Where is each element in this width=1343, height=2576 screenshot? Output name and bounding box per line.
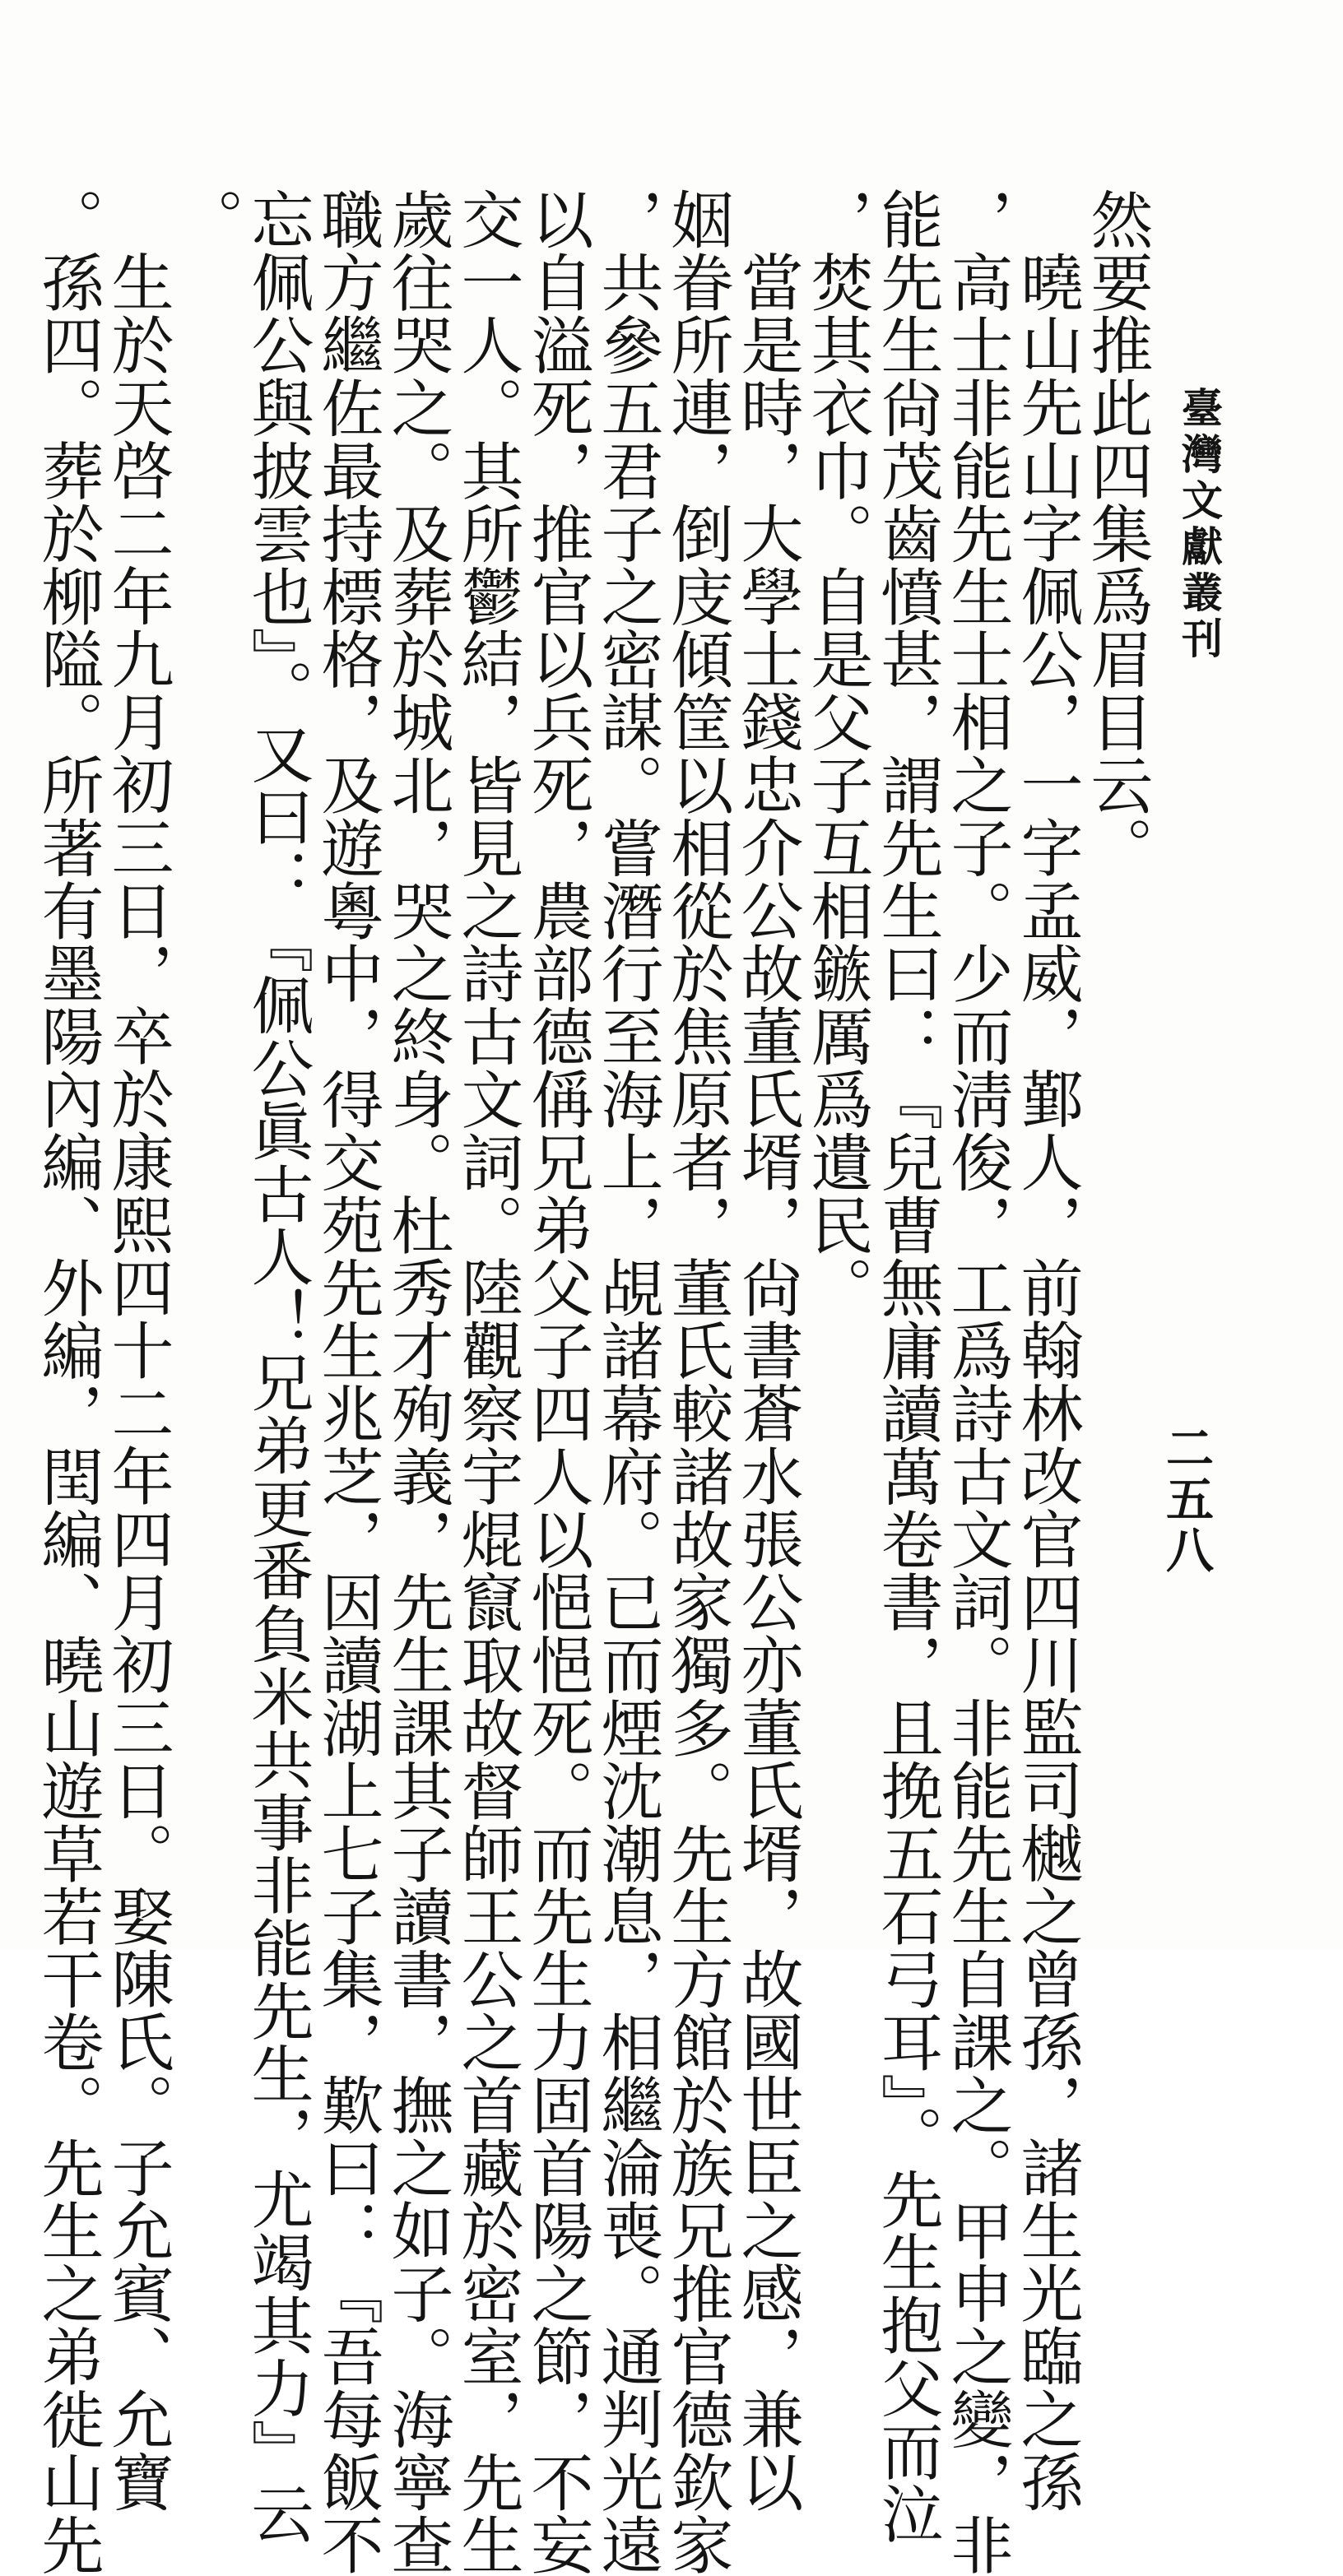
text-column: 。孫四。葬於柳隘。所著有墨陽內編、外編，閏編、曉山遊草若干卷。先生之弟徙山先	[31, 188, 105, 2576]
text-column: 當是時，大學士錢忠介公故董氏壻，尙書蒼水張公亦董氏壻，故國世臣之感，兼以	[731, 250, 804, 2513]
text-column: 姻眷所連，倒庋傾筐以相從於焦原者，董氏較諸故家獨多。先生方館於族兄推官德欽家	[661, 188, 734, 2576]
text-column: ，焚其衣巾。自是父子互相鏃厲爲遺民。	[801, 188, 874, 1320]
text-column: 職方繼佐最持標格，及遊粵中，得交苑先生兆芝，因讀湖上七子集，歎曰：『吾每飯不	[311, 188, 384, 2576]
text-column: 以自溢死，推官以兵死，農部德偁兄弟父子四人以悒悒死。而先生力固首陽之節，不妄	[521, 188, 594, 2576]
running-title: 臺灣文獻叢刊	[1175, 387, 1224, 663]
text-column: 然要推此四集爲眉目云。	[1080, 188, 1154, 880]
text-column: 生於天啓二年九月初三日，卒於康熙四十二年四月初三日。娶陳氏。子允賓、允寶	[101, 250, 174, 2513]
text-column: ，共參五君子之密謀。嘗潛行至海上，覘諸幕府。已而煙沈潮息，相繼淪喪。通判光遠	[591, 188, 664, 2576]
text-column: 忘佩公與披雲也』。又曰：『佩公眞古人！兄弟更番負米共事非能先生，尤竭其力』云	[241, 188, 314, 2546]
text-column: 能先生尙茂齒憤甚，謂先生曰：『兒曹無庸讀萬卷書，且挽五石弓耳』。先生抱父而泣	[871, 188, 944, 2546]
text-column: 曉山先山字佩公，一字孟威，鄞人，前翰林改官四川監司樾之曾孫，諸生光臨之孫	[1011, 250, 1084, 2513]
text-column: ，高士非能先生士相之子。少而淸俊，工爲詩古文詞。非能先生自課之。甲申之變，非	[941, 188, 1014, 2576]
body-text	[31, 188, 1154, 2576]
text-column: 歲往哭之。及葬於城北，哭之終身。杜秀才殉義，先生課其子讀書，撫之如子。海寧查	[381, 188, 454, 2576]
text-column: 交一人。其所鬱結，皆見之詩古文詞。陸觀察宇焜竄取故督師王公之首藏於密室，先生	[451, 188, 524, 2576]
text-column: 。	[171, 188, 244, 251]
page-number: 二五八	[1158, 1423, 1214, 1576]
